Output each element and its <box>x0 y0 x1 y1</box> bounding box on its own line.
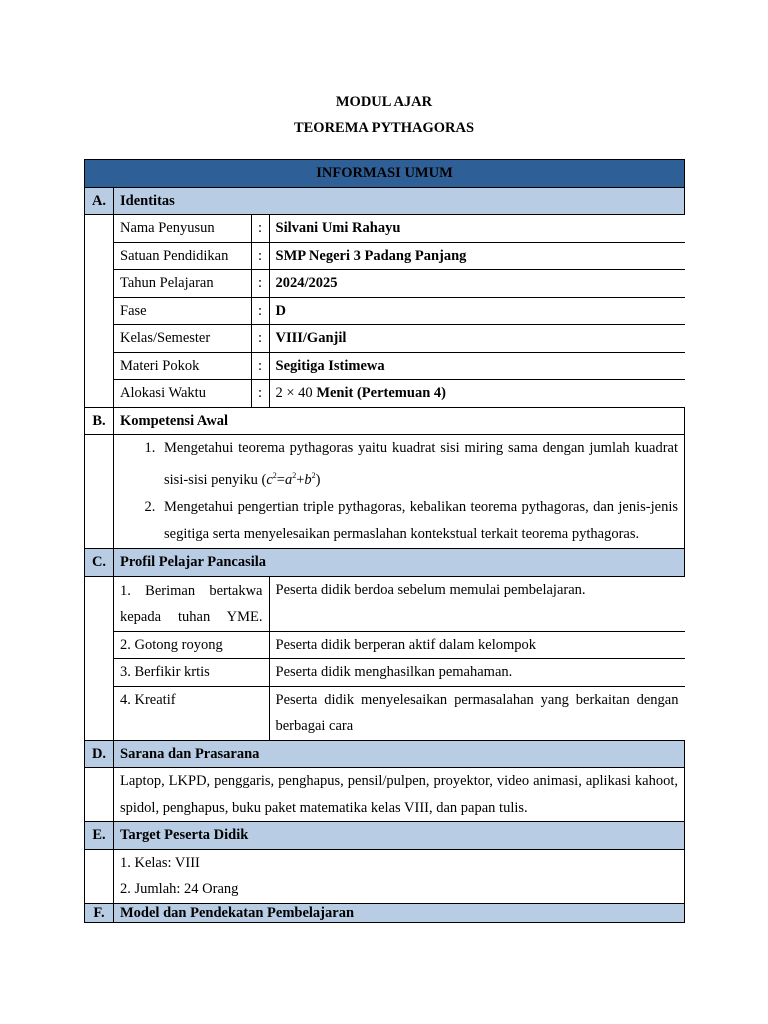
section-e-letter: E. <box>85 822 114 850</box>
identitas-row-kelas <box>114 325 685 353</box>
identitas-row-alokasi <box>114 380 685 407</box>
identitas-label: Kelas/Semester <box>114 325 251 353</box>
section-a-letter: A. <box>85 187 114 215</box>
identitas-row-materi <box>114 352 685 380</box>
identitas-row-satuan <box>114 242 685 270</box>
profil-item <box>114 577 685 632</box>
profil-spacer <box>85 576 114 740</box>
identitas-label: Tahun Pelajaran <box>114 270 251 298</box>
identitas-value: SMP Negeri 3 Padang Panjang <box>269 242 685 270</box>
identitas-value: D <box>269 297 685 325</box>
identitas-colon: : <box>251 270 269 298</box>
section-c-title: Profil Pelajar Pancasila <box>114 549 685 577</box>
profil-row <box>85 576 685 740</box>
identitas-colon: : <box>251 215 269 242</box>
profil-item <box>114 659 685 687</box>
section-f-title: Model dan Pendekatan Pembelajaran <box>114 903 685 922</box>
section-c-row <box>85 549 685 577</box>
identitas-value: 2024/2025 <box>269 270 685 298</box>
identitas-row <box>85 215 685 408</box>
identitas-row-tahun <box>114 270 685 298</box>
sarana-row <box>85 768 685 822</box>
identitas-value: Segitiga Istimewa <box>269 352 685 380</box>
identitas-table <box>114 215 685 407</box>
target-row <box>85 849 685 903</box>
sarana-spacer <box>85 768 114 822</box>
sarana-text: Laptop, LKPD, penggaris, penghapus, pensil/pulpen, proyektor, video animasi, aplikasi kahoot, spidol, penghapus, buku paket matematika kelas VIII, dan papan tulis. <box>114 768 685 822</box>
alokasi-prefix: 2 × 40 <box>275 385 313 401</box>
section-b-title: Kompetensi Awal <box>114 407 685 435</box>
profil-deskripsi: Peserta didik menghasilkan pemahaman. <box>269 659 685 687</box>
identitas-value <box>269 380 685 407</box>
identitas-label: Alokasi Waktu <box>114 380 251 407</box>
pythagoras-formula: $(c^2=a^2+b^2)$ <box>261 471 321 488</box>
identitas-row-nama <box>114 215 685 242</box>
identitas-colon: : <box>251 325 269 353</box>
section-b-row <box>85 407 685 435</box>
profil-cell <box>114 576 685 740</box>
profil-item <box>114 686 685 740</box>
identitas-colon: : <box>251 242 269 270</box>
kompetensi-item: 2. Mengetahui pengertian triple pythagoras, kebalikan teorema pythagoras, dan jenis-jenis segitiga serta menyelesaikan permaslahan kontekstual terkait teorema pythagoras. <box>159 494 678 548</box>
identitas-label: Materi Pokok <box>114 352 251 380</box>
identitas-value: Silvani Umi Rahayu <box>269 215 685 242</box>
informasi-umum-table <box>84 159 685 923</box>
identitas-colon: : <box>251 352 269 380</box>
profil-deskripsi: Peserta didik menyelesaikan permasalahan yang berkaitan dengan berbagai cara <box>269 686 685 740</box>
identitas-row-fase <box>114 297 685 325</box>
document-subtitle: TEOREMA PYTHAGORAS <box>293 120 475 136</box>
target-cell <box>114 849 685 903</box>
section-d-row <box>85 740 685 768</box>
section-d-title: Sarana dan Prasarana <box>114 740 685 768</box>
profil-item <box>114 631 685 659</box>
informasi-umum-header: INFORMASI UMUM <box>85 160 685 188</box>
section-d-letter: D. <box>85 740 114 768</box>
profil-table <box>114 577 685 740</box>
section-e-title: Target Peserta Didik <box>114 822 685 850</box>
target-item: 2. Jumlah: 24 Orang <box>120 881 239 897</box>
identitas-value: VIII/Ganjil <box>269 325 685 353</box>
profil-deskripsi: Peserta didik berdoa sebelum memulai pembelajaran. <box>269 577 685 632</box>
identitas-cell <box>114 215 685 408</box>
section-a-row <box>85 187 685 215</box>
identitas-label: Nama Penyusun <box>114 215 251 242</box>
profil-deskripsi: Peserta didik berperan aktif dalam kelompok <box>269 631 685 659</box>
target-item: 1. Kelas: VIII <box>120 854 200 871</box>
identitas-label: Satuan Pendidikan <box>114 242 251 270</box>
section-b-letter: B. <box>85 407 114 435</box>
kompetensi-spacer <box>85 435 114 549</box>
document-title: MODUL AJAR <box>335 94 433 110</box>
profil-dimensi: 2. Gotong royong <box>114 631 269 659</box>
kompetensi-list <box>114 435 678 548</box>
section-e-row <box>85 822 685 850</box>
identitas-spacer <box>85 215 114 408</box>
target-spacer <box>85 849 114 903</box>
identitas-colon: : <box>251 297 269 325</box>
identitas-label: Fase <box>114 297 251 325</box>
kompetensi-row <box>85 435 685 549</box>
kompetensi-item <box>159 435 678 494</box>
alokasi-value: Menit (Pertemuan 4) <box>316 385 446 401</box>
profil-dimensi: 4. Kreatif <box>114 686 269 740</box>
kompetensi-cell <box>114 435 685 549</box>
profil-dimensi: 1. Beriman bertakwa kepada tuhan YME. <box>114 577 269 632</box>
section-c-letter: C. <box>85 549 114 577</box>
informasi-umum-header-row <box>85 160 685 188</box>
kompetensi-item-text: Mengetahui teorema pythagoras yaitu kuadrat sisi miring sama dengan jumlah kuadrat sisi-sisi penyiku <box>164 440 678 488</box>
section-a-title: Identitas <box>114 187 685 215</box>
section-f-row <box>85 903 685 922</box>
identitas-colon: : <box>251 380 269 407</box>
profil-dimensi: 3. Berfikir krtis <box>114 659 269 687</box>
section-f-letter: F. <box>85 903 114 922</box>
